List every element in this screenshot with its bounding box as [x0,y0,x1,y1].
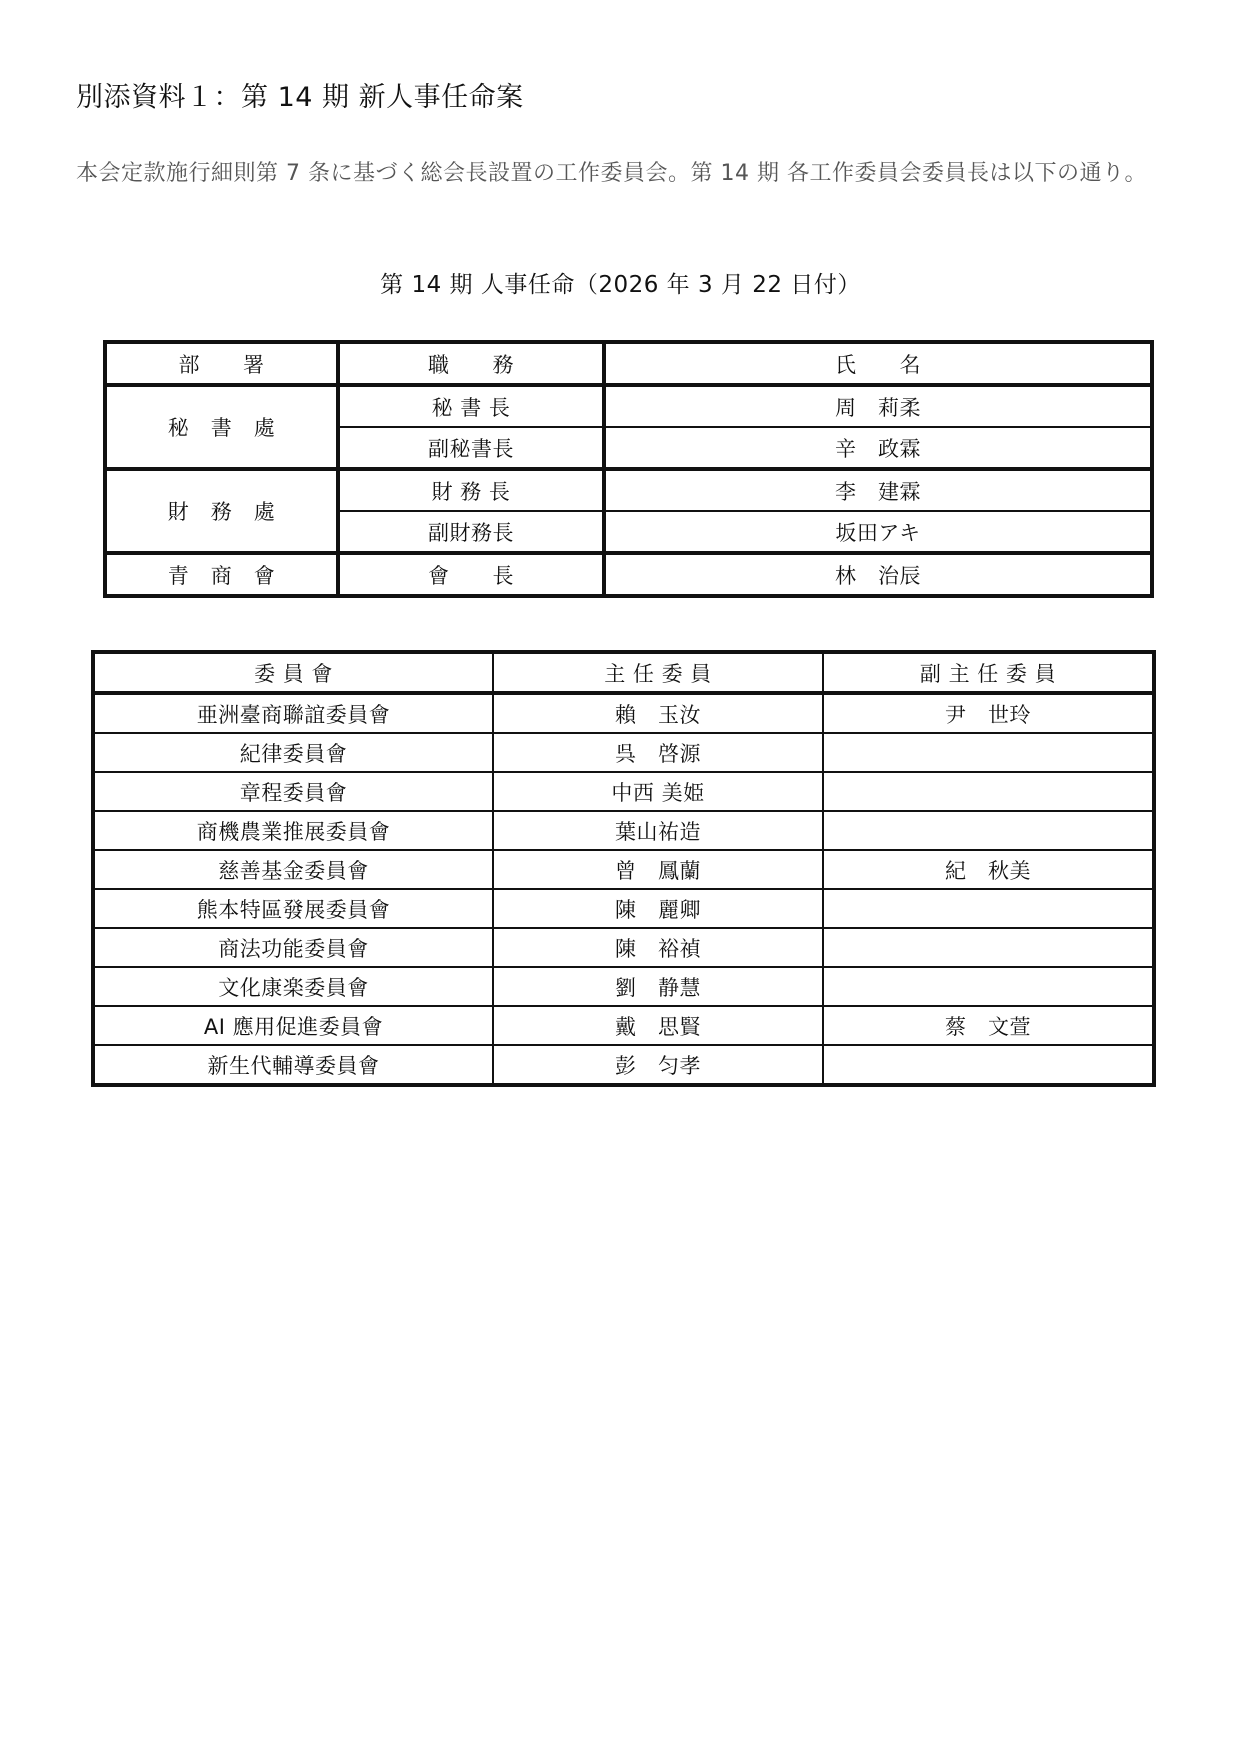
committee-cell: 慈善基金委員會 [93,850,493,889]
role-cell: 秘 書 長 [338,385,604,427]
role-cell: 副秘書長 [338,427,604,469]
table-row [93,889,1154,928]
chair-cell: 曾 鳳蘭 [493,850,823,889]
chair-cell: 戴 思賢 [493,1006,823,1045]
role-cell: 副財務長 [338,511,604,553]
vice-chair-cell [823,967,1154,1006]
committees-table [91,650,1156,1087]
committee-cell: AI 應用促進委員會 [93,1006,493,1045]
header-vice-chair: 副 主 任 委 員 [823,652,1154,693]
committee-cell: 紀律委員會 [93,733,493,772]
table-row [93,928,1154,967]
table-row [93,850,1154,889]
appointment-subtitle: 第 14 期 人事任命（2026 年 3 月 22 日付） [380,272,861,298]
table-row [93,772,1154,811]
table-row [93,811,1154,850]
table-row [105,553,1152,596]
table-row [105,469,1152,511]
committee-cell: 亜洲臺商聯誼委員會 [93,693,493,733]
vice-chair-cell: 紀 秋美 [823,850,1154,889]
name-cell: 李 建霖 [604,469,1152,511]
committee-cell: 新生代輔導委員會 [93,1045,493,1085]
name-cell: 坂田アキ [604,511,1152,553]
appointments-table [103,340,1154,598]
table-row [93,733,1154,772]
vice-chair-cell [823,733,1154,772]
role-cell: 會 長 [338,553,604,596]
committees-header-row [93,652,1154,693]
department-cell: 財 務 處 [105,469,338,553]
document-heading: 別添資料１：第 14 期 新人事任命案 [76,82,524,113]
chair-cell: 葉山祐造 [493,811,823,850]
committee-cell: 熊本特區發展委員會 [93,889,493,928]
header-chair: 主 任 委 員 [493,652,823,693]
header-role: 職 務 [338,342,604,385]
department-cell: 青 商 會 [105,553,338,596]
chair-cell: 賴 玉汝 [493,693,823,733]
committee-cell: 商機農業推展委員會 [93,811,493,850]
appointments-header-row [105,342,1152,385]
name-cell: 林 治辰 [604,553,1152,596]
chair-cell: 陳 麗卿 [493,889,823,928]
chair-cell: 呉 啓源 [493,733,823,772]
name-cell: 周 莉柔 [604,385,1152,427]
vice-chair-cell [823,811,1154,850]
chair-cell: 陳 裕禎 [493,928,823,967]
vice-chair-cell [823,889,1154,928]
chair-cell: 彭 匀孝 [493,1045,823,1085]
chair-cell: 劉 静慧 [493,967,823,1006]
table-row [105,385,1152,427]
header-department: 部 署 [105,342,338,385]
vice-chair-cell [823,1045,1154,1085]
vice-chair-cell [823,928,1154,967]
committee-cell: 商法功能委員會 [93,928,493,967]
chair-cell: 中西 美姫 [493,772,823,811]
table-row [93,693,1154,733]
table-row [93,967,1154,1006]
vice-chair-cell [823,772,1154,811]
role-cell: 財 務 長 [338,469,604,511]
vice-chair-cell: 尹 世玲 [823,693,1154,733]
department-cell: 秘 書 處 [105,385,338,469]
table-row [93,1045,1154,1085]
header-name: 氏 名 [604,342,1152,385]
committee-cell: 文化康楽委員會 [93,967,493,1006]
header-committee: 委 員 會 [93,652,493,693]
committee-cell: 章程委員會 [93,772,493,811]
name-cell: 辛 政霖 [604,427,1152,469]
intro-paragraph: 本会定款施行細則第 7 条に基づく総会長設置の工作委員会。第 14 期 各工作委員会委員長は以下の通り。 [76,161,1147,186]
table-row [93,1006,1154,1045]
vice-chair-cell: 蔡 文萱 [823,1006,1154,1045]
